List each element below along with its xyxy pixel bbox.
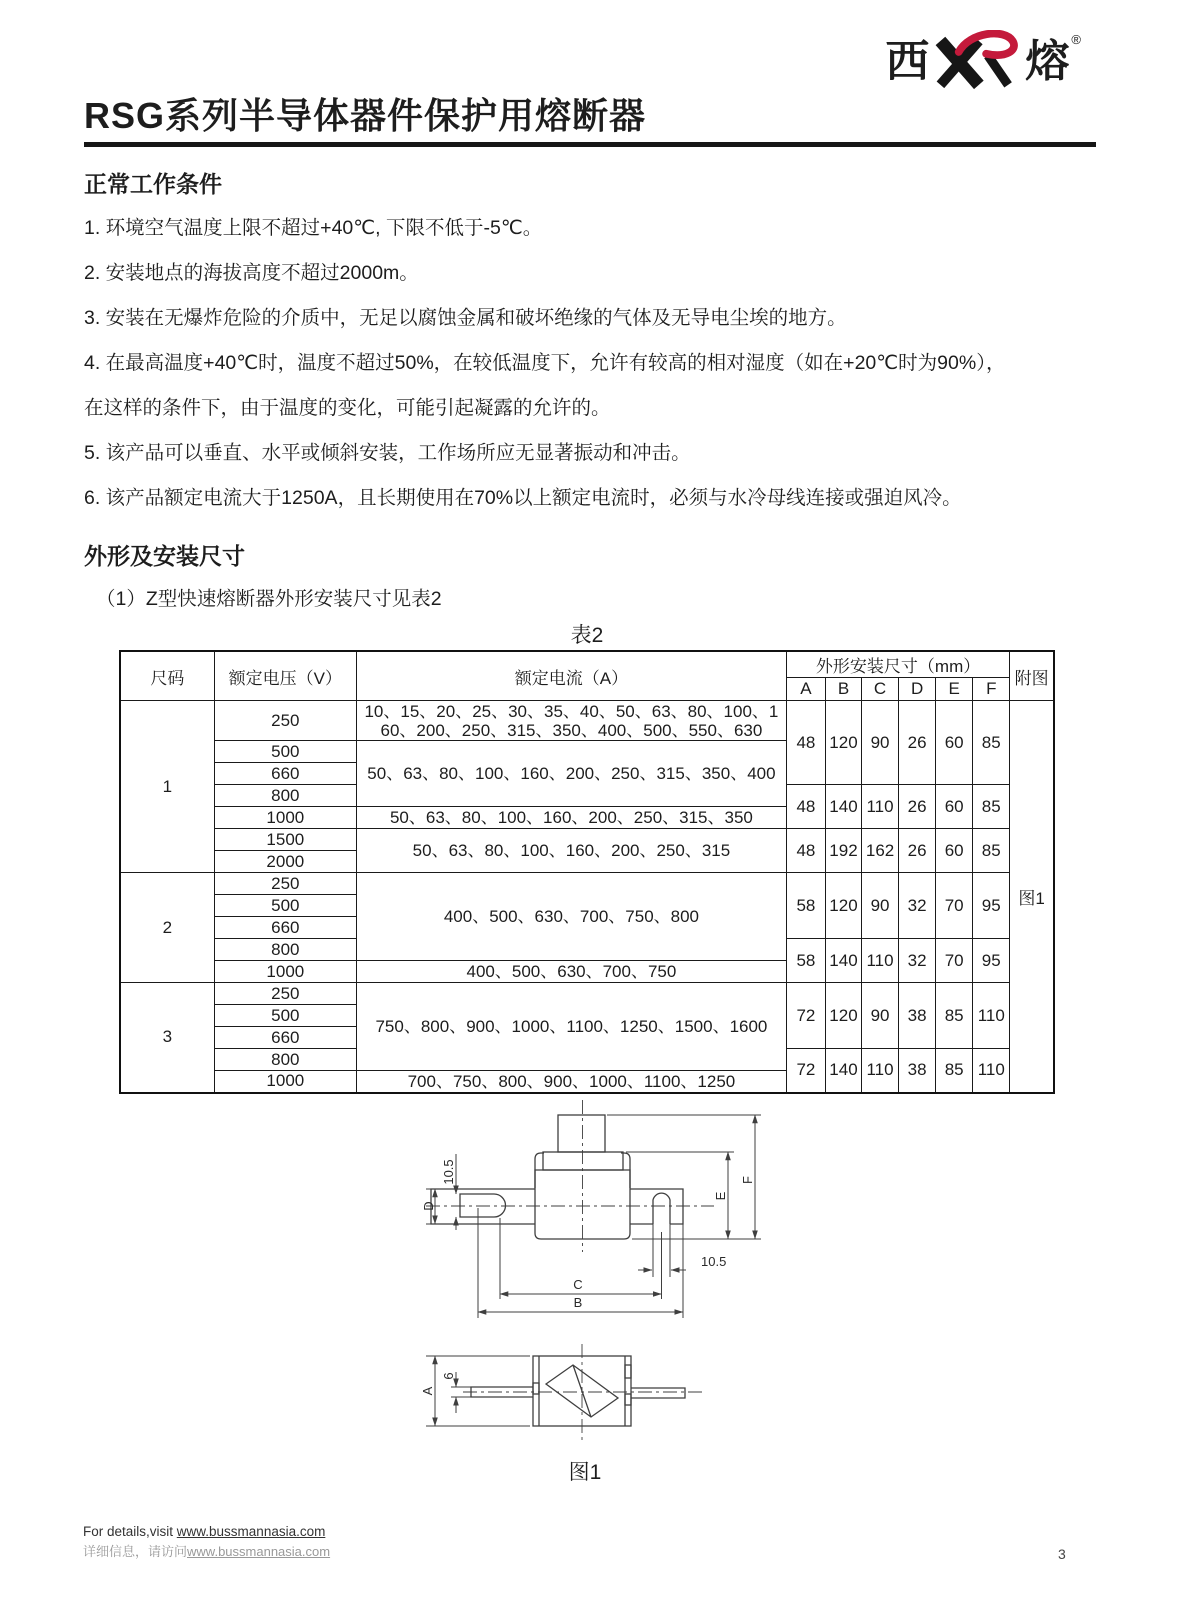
voltage-cell: 250 — [214, 701, 356, 741]
dim-value-cell: 85 — [936, 983, 973, 1049]
col-header-figure: 附图 — [1010, 651, 1054, 701]
col-header-voltage: 额定电压（V） — [214, 651, 356, 701]
dim-value-cell: 90 — [862, 701, 899, 785]
figure-ref-cell: 图1 — [1010, 701, 1054, 1093]
size-cell: 2 — [120, 873, 214, 983]
dim-value-cell: 120 — [825, 873, 861, 939]
dim-label-shaft: 6 — [441, 1372, 456, 1380]
right-slot — [653, 1193, 670, 1224]
dim-value-cell: 60 — [936, 829, 973, 873]
dim-label-slot-right: 10.5 — [701, 1254, 727, 1269]
dim-label-a: A — [420, 1386, 435, 1396]
dim-value-cell: 110 — [862, 939, 899, 983]
table-row — [120, 701, 1054, 741]
dimensions-table — [119, 650, 1055, 1094]
right-shaft — [631, 1388, 685, 1398]
dim-value-cell: 70 — [936, 939, 973, 983]
current-cell: 400、500、630、700、750、800 — [356, 873, 786, 961]
col-header-dim-b: B — [825, 678, 861, 701]
dim-value-cell: 38 — [899, 983, 936, 1049]
voltage-cell: 500 — [214, 1005, 356, 1027]
col-header-dim-f: F — [973, 678, 1010, 701]
dim-label-f: F — [740, 1176, 755, 1184]
dim-value-cell: 32 — [899, 873, 936, 939]
dim-value-cell: 140 — [825, 1049, 861, 1093]
dim-value-cell: 58 — [786, 939, 825, 983]
fuse-top-view-drawing — [418, 1336, 718, 1450]
footer-line-en — [83, 1524, 325, 1539]
current-cell: 50、63、80、100、160、200、250、315、350 — [356, 807, 786, 829]
dim-value-cell: 162 — [862, 829, 899, 873]
registered-mark: ® — [1071, 32, 1081, 47]
dim-value-cell: 110 — [973, 983, 1010, 1049]
voltage-cell: 800 — [214, 785, 356, 807]
size-cell: 1 — [120, 701, 214, 873]
dim-value-cell: 85 — [973, 701, 1010, 785]
dim-value-cell: 85 — [973, 829, 1010, 873]
conditions-list — [84, 206, 1100, 521]
dim-value-cell: 95 — [973, 873, 1010, 939]
dim-value-cell: 72 — [786, 983, 825, 1049]
dim-value-cell: 120 — [825, 983, 861, 1049]
table-row — [120, 873, 1054, 895]
dim-value-cell: 192 — [825, 829, 861, 873]
dim-value-cell: 38 — [899, 1049, 936, 1093]
fuse-front-view-drawing — [418, 1092, 770, 1328]
dim-value-cell: 60 — [936, 701, 973, 785]
voltage-cell: 660 — [214, 1027, 356, 1049]
dim-value-cell: 110 — [973, 1049, 1010, 1093]
col-header-dim-e: E — [936, 678, 973, 701]
table-row — [120, 829, 1054, 851]
dim-value-cell: 110 — [862, 785, 899, 829]
condition-item: 3. 安装在无爆炸危险的介质中，无足以腐蚀金属和破坏绝缘的气体及无导电尘埃的地方。 — [84, 307, 847, 329]
table-row — [120, 983, 1054, 1005]
dim-label-e: E — [713, 1191, 728, 1201]
dim-value-cell: 85 — [973, 785, 1010, 829]
dim-value-cell: 48 — [786, 829, 825, 873]
logo-char-left: 西 — [885, 37, 930, 86]
top-terminal — [558, 1115, 605, 1152]
voltage-cell: 250 — [214, 983, 356, 1005]
dim-value-cell: 140 — [825, 785, 861, 829]
footer-line-cn — [83, 1541, 330, 1560]
dim-value-cell: 32 — [899, 939, 936, 983]
condition-item: 4. 在最高温度+40℃时，温度不超过50%，在较低温度下，允许有较高的相对湿度（如在+20℃时为90%）， — [84, 352, 1006, 374]
dim-label-c: C — [573, 1277, 583, 1292]
page-title: RSG系列半导体器件保护用熔断器 — [84, 95, 647, 136]
col-header-dim-c: C — [862, 678, 899, 701]
dim-value-cell: 60 — [936, 785, 973, 829]
condition-item: 6. 该产品额定电流大于1250A，且长期使用在70%以上额定电流时，必须与水冷母线连接或强迫风冷。 — [84, 487, 962, 509]
conditions-heading: 正常工作条件 — [84, 171, 222, 197]
col-header-dim-a: A — [786, 678, 825, 701]
page-number: 3 — [1058, 1546, 1066, 1562]
condition-item: 5. 该产品可以垂直、水平或倾斜安装，工作场所应无显著振动和冲击。 — [84, 442, 691, 464]
current-cell: 10、15、20、25、30、35、40、50、63、80、100、160、200、250、315、350、400、500、550、630 — [356, 701, 786, 741]
condition-item: 1. 环境空气温度上限不超过+40℃, 下限不低于-5℃。 — [84, 217, 543, 239]
dim-value-cell: 90 — [862, 983, 899, 1049]
dim-value-cell: 140 — [825, 939, 861, 983]
dim-label-b: B — [573, 1295, 583, 1310]
current-cell: 400、500、630、700、750 — [356, 961, 786, 983]
footer-link-cn[interactable]: www.bussmannasia.com — [187, 1544, 331, 1559]
left-slot — [460, 1194, 506, 1217]
voltage-cell: 660 — [214, 763, 356, 785]
footer-link-en[interactable]: www.bussmannasia.com — [176, 1524, 326, 1539]
voltage-cell: 500 — [214, 895, 356, 917]
footer-text-en: For details,visit — [83, 1524, 177, 1539]
dim-value-cell: 26 — [899, 701, 936, 785]
cap-notch — [625, 1365, 631, 1378]
dim-label-d: D — [421, 1201, 436, 1211]
current-cell: 50、63、80、100、160、200、250、315 — [356, 829, 786, 873]
voltage-cell: 1500 — [214, 829, 356, 851]
table-caption: 表2 — [570, 624, 604, 647]
dim-value-cell: 58 — [786, 873, 825, 939]
condition-item: 2. 安装地点的海拔高度不超过2000m。 — [84, 262, 419, 284]
col-header-size: 尺码 — [120, 651, 214, 701]
voltage-cell: 1000 — [214, 807, 356, 829]
dim-value-cell: 120 — [825, 701, 861, 785]
dim-value-cell: 26 — [899, 785, 936, 829]
voltage-cell: 1000 — [214, 961, 356, 983]
col-header-current: 额定电流（A） — [356, 651, 786, 701]
dim-value-cell: 48 — [786, 701, 825, 785]
dim-value-cell: 26 — [899, 829, 936, 873]
dimensions-heading: 外形及安装尺寸 — [84, 543, 245, 569]
footer-text-cn: 详细信息，请访问 — [83, 1544, 188, 1559]
dim-value-cell: 72 — [786, 1049, 825, 1093]
condition-item: 在这样的条件下，由于温度的变化，可能引起凝露的允许的。 — [84, 397, 611, 419]
dim-value-cell: 90 — [862, 873, 899, 939]
current-cell: 750、800、900、1000、1100、1250、1500、1600 — [356, 983, 786, 1071]
cap-notch — [625, 1394, 631, 1405]
voltage-cell: 1000 — [214, 1071, 356, 1093]
table-note: （1）Z型快速熔断器外形安装尺寸见表2 — [96, 588, 442, 610]
figure-caption: 图1 — [568, 1461, 602, 1484]
size-cell: 3 — [120, 983, 214, 1093]
dim-label-slot-left: 10.5 — [441, 1159, 456, 1185]
voltage-cell: 660 — [214, 917, 356, 939]
dim-value-cell: 85 — [936, 1049, 973, 1093]
voltage-cell: 250 — [214, 873, 356, 895]
col-header-dims: 外形安装尺寸（mm） — [786, 651, 1009, 678]
current-cell: 700、750、800、900、1000、1100、1250 — [356, 1071, 786, 1093]
dim-value-cell: 70 — [936, 873, 973, 939]
dim-value-cell: 48 — [786, 785, 825, 829]
brand-logo — [885, 30, 1081, 94]
col-header-dim-d: D — [899, 678, 936, 701]
voltage-cell: 800 — [214, 939, 356, 961]
current-cell: 50、63、80、100、160、200、250、315、350、400 — [356, 741, 786, 807]
dim-value-cell: 110 — [862, 1049, 899, 1093]
voltage-cell: 800 — [214, 1049, 356, 1071]
logo-char-right: 熔 — [1025, 37, 1070, 86]
title-rule — [84, 142, 1096, 147]
voltage-cell: 2000 — [214, 851, 356, 873]
voltage-cell: 500 — [214, 741, 356, 763]
end-cap — [543, 1152, 623, 1170]
xr-logo-icon — [931, 30, 1023, 94]
dim-value-cell: 95 — [973, 939, 1010, 983]
